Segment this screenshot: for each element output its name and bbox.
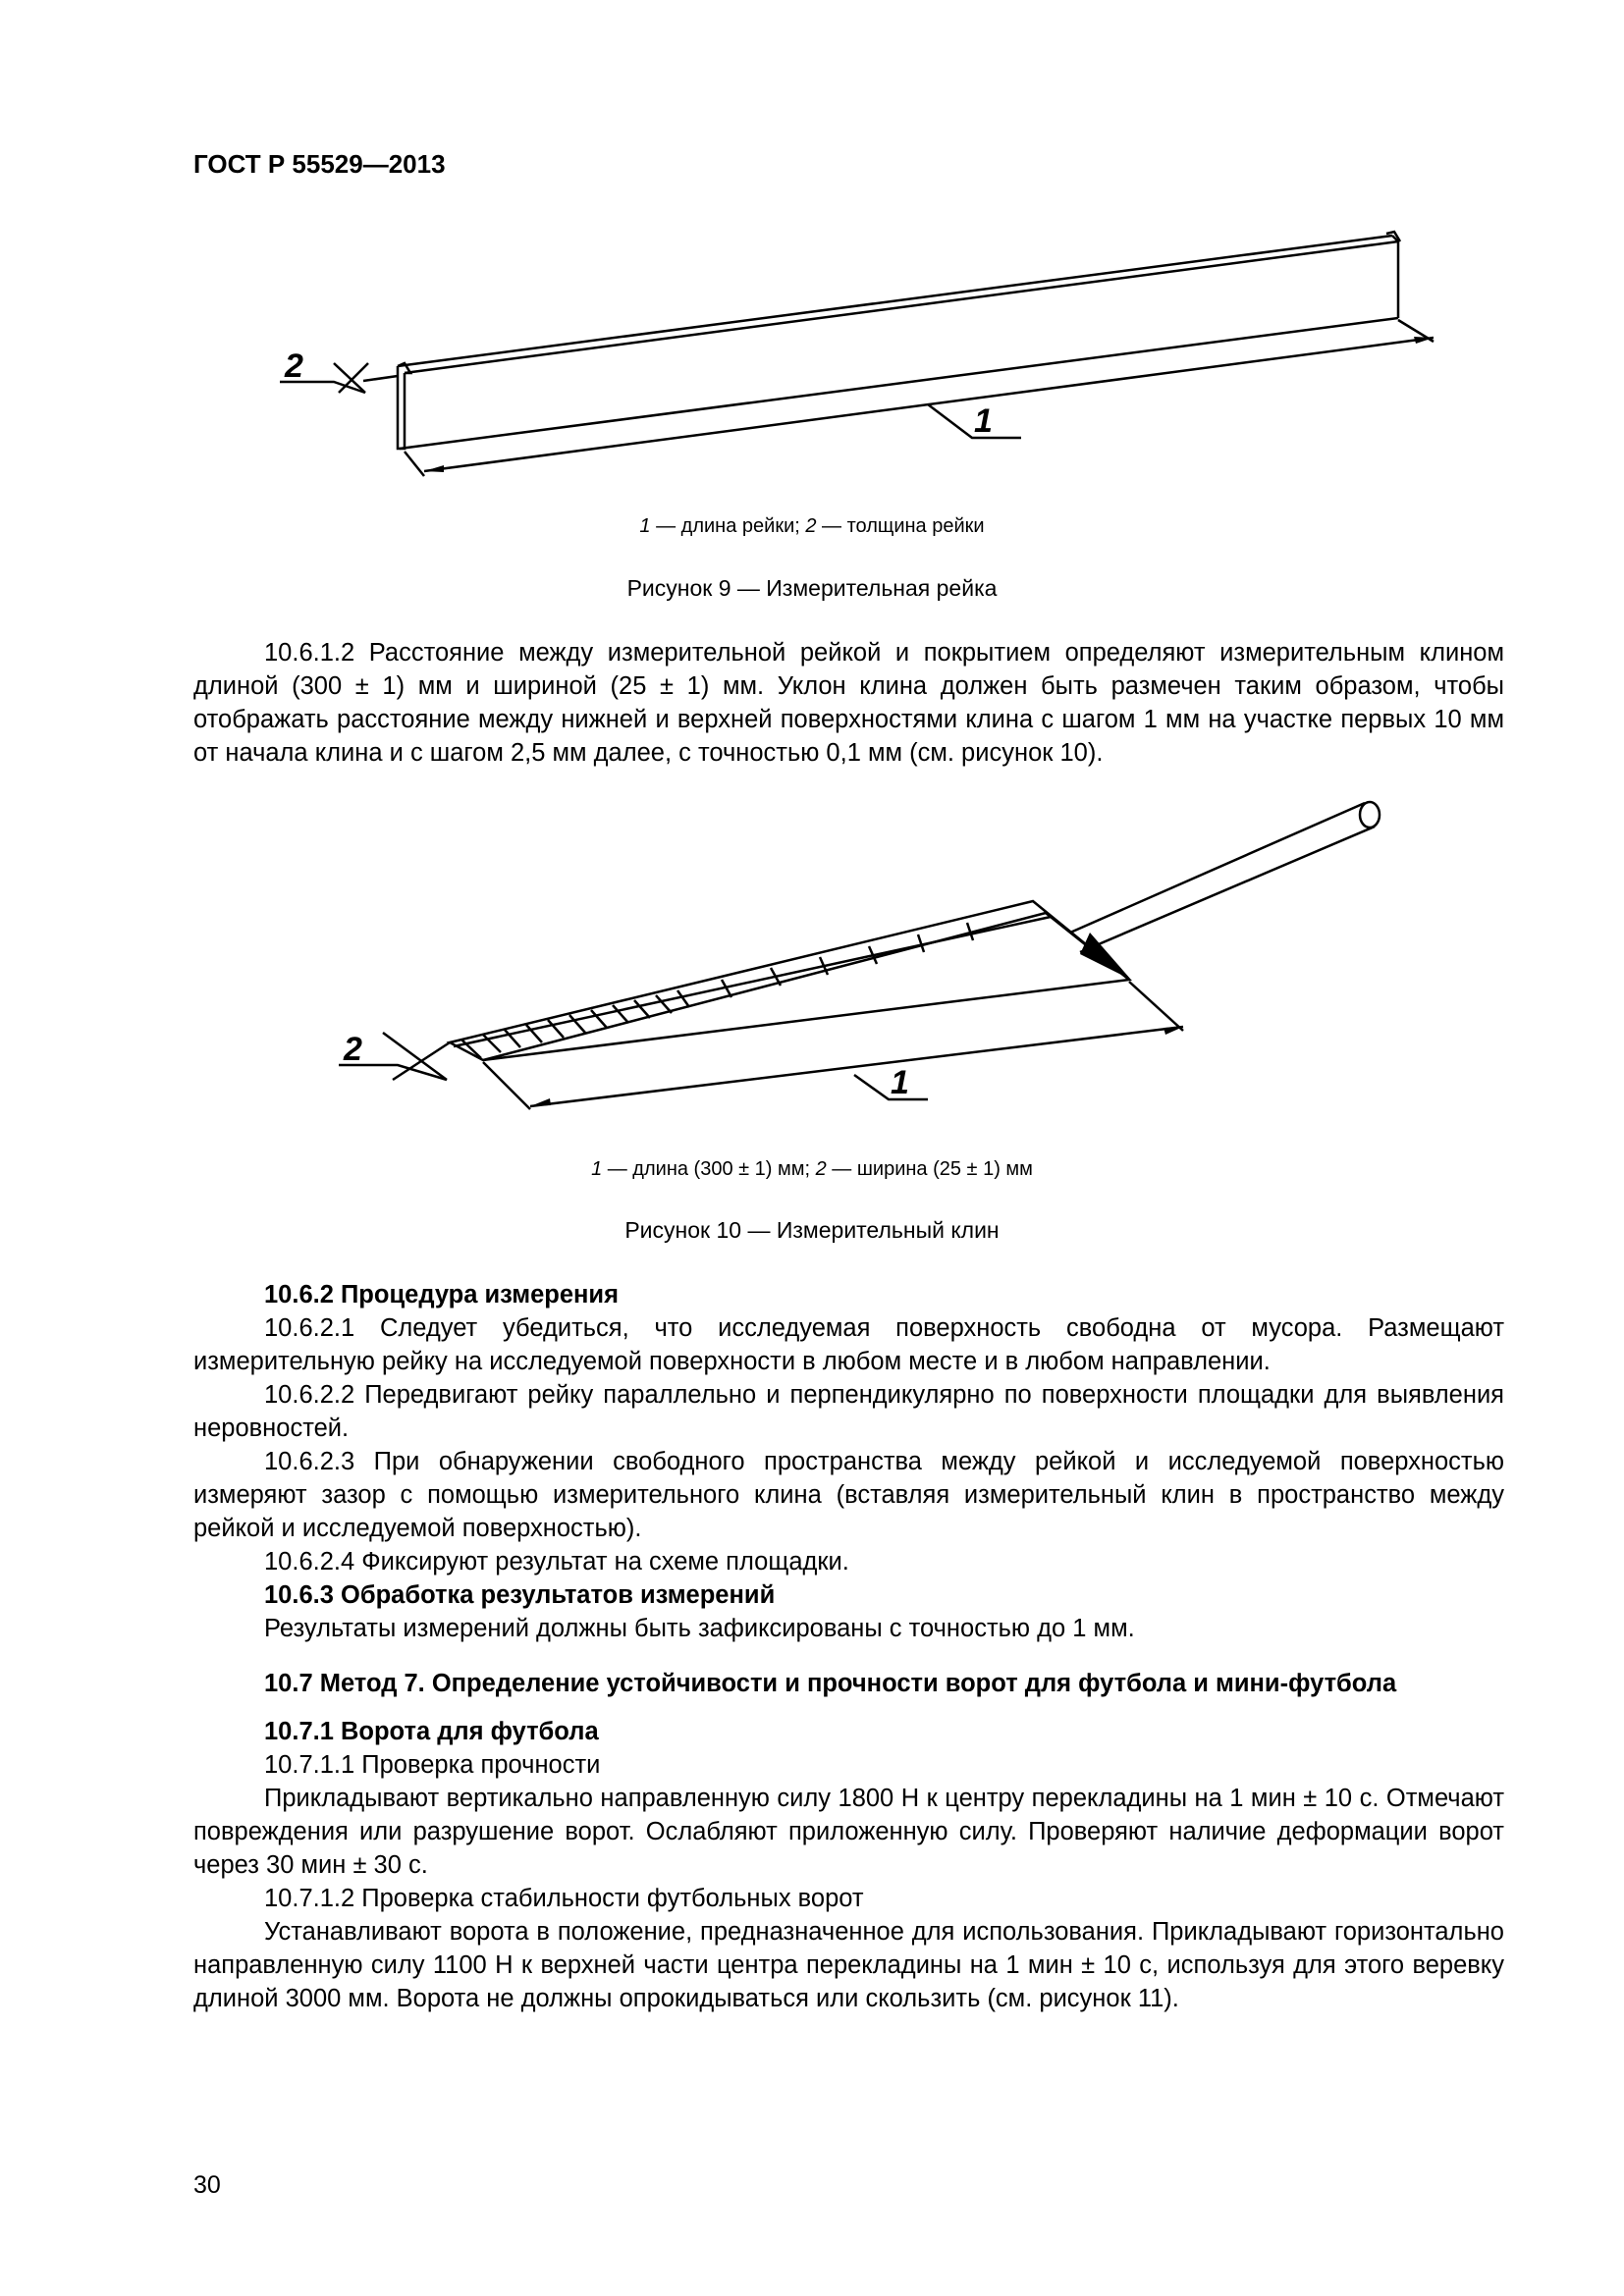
paragraph: 10.6.2.4 Фиксируют результат на схеме площадки. [264, 1548, 849, 1575]
wedge-mid-line [483, 913, 1129, 1060]
document-header: ГОСТ Р 55529—2013 [193, 149, 446, 179]
paragraph: 10.7.1.2 Проверка стабильности футбольных ворот [264, 1885, 864, 1912]
figure10-caption: Рисунок 10 — Измерительный клин [624, 1217, 1000, 1243]
wedge-handle-end [1360, 802, 1380, 828]
wedge-handle [1070, 803, 1375, 952]
figure10-mark-1: 1 [891, 1064, 909, 1101]
section-heading: 10.7 Метод 7. Определение устойчивости и прочности ворот для футбола и мини-футбола [264, 1670, 1397, 1697]
legend-text-1: — длина (300 ± 1) мм; [602, 1158, 816, 1180]
paragraph: 10.7.1.1 Проверка прочности [264, 1751, 601, 1779]
figure9-caption: Рисунок 9 — Измерительная рейка [626, 575, 998, 601]
dim-1-arrow-left [530, 1098, 551, 1106]
page-number: 30 [193, 2171, 221, 2199]
legend-text-1: — длина рейки; [650, 515, 806, 537]
paragraph: 10.6.2.2 Передвигают рейку параллельно и перпендикулярно по поверхности площадки для выявления неровностей. [193, 1381, 1504, 1442]
dim-1-line [530, 1027, 1183, 1106]
section-10-6-2 [193, 1278, 1504, 1645]
legend-text-2: — ширина (25 ± 1) мм [826, 1158, 1033, 1180]
figure10-legend [0, 1158, 1624, 1181]
legend-num-1: 1 [591, 1158, 603, 1180]
paragraph-text: 10.6.1.2 Расстояние между измерительной рейкой и покрытием определяют измерительным клином длиной (300 ± 1) мм и шириной (25 ± 1) мм. Уклон клина должен быть размечен таким образом, чтобы отображать расстояние между нижней и верхней поверхностями клина с шагом 1 мм на участке первых 10 мм от начала клина и с шагом 2,5 мм далее, с точностью 0,1 мм (см. рисунок 10). [193, 639, 1504, 767]
subsection-heading: 10.7.1 Ворота для футбола [264, 1718, 599, 1745]
figure9-mark-1: 1 [974, 402, 993, 440]
section-heading: 10.6.3 Обработка результатов измерений [264, 1581, 776, 1609]
wedge-tip [1080, 933, 1131, 980]
paragraph: Прикладывают вертикально направленную силу 1800 Н к центру перекладины на 1 мин ± 10 с. Отмечают повреждения или разрушение ворот. Ослабляют приложенную силу. Проверяют наличие деформации ворот через 30 мин ± 30 с. [193, 1785, 1504, 1879]
legend-num-1: 1 [639, 515, 651, 537]
legend-num-2: 2 [805, 515, 817, 537]
figure9-mark-2: 2 [285, 347, 303, 385]
dim-1-arrow-right [1164, 1027, 1183, 1035]
dim-2-ticks [383, 1033, 450, 1080]
wedge-scale-hatch [461, 923, 973, 1058]
paragraph: 10.6.2.1 Следует убедиться, что исследуемая поверхность свободна от мусора. Размещают измерительную рейку на исследуемой поверхности в любом месте и в любом направлении. [193, 1314, 1504, 1375]
paragraph: Устанавливают ворота в положение, предназначенное для использования. Прикладывают горизонтально направленную силу 1100 Н к верхней части центра перекладины на 1 мин ± 10 с, используя для этого веревку длиной 3000 мм. Ворота не должны опрокидываться или скользить (см. рисунок 11). [193, 1918, 1504, 2012]
figure10-mark-2: 2 [344, 1031, 362, 1068]
section-10-7 [193, 1667, 1504, 2015]
paragraph: 10.6.2.3 При обнаружении свободного пространства между рейкой и исследуемой поверхностью измеряют зазор с помощью измерительного клина (вставляя измерительный клин в пространство между рейкой и исследуемой поверхностью). [193, 1448, 1504, 1542]
legend-text-2: — толщина рейки [816, 515, 985, 537]
legend-num-2: 2 [815, 1158, 827, 1180]
section-heading: 10.6.2 Процедура измерения [264, 1281, 619, 1308]
paragraph: Результаты измерений должны быть зафиксированы с точностью до 1 мм. [264, 1615, 1135, 1642]
dim-1-ext [483, 982, 1183, 1109]
